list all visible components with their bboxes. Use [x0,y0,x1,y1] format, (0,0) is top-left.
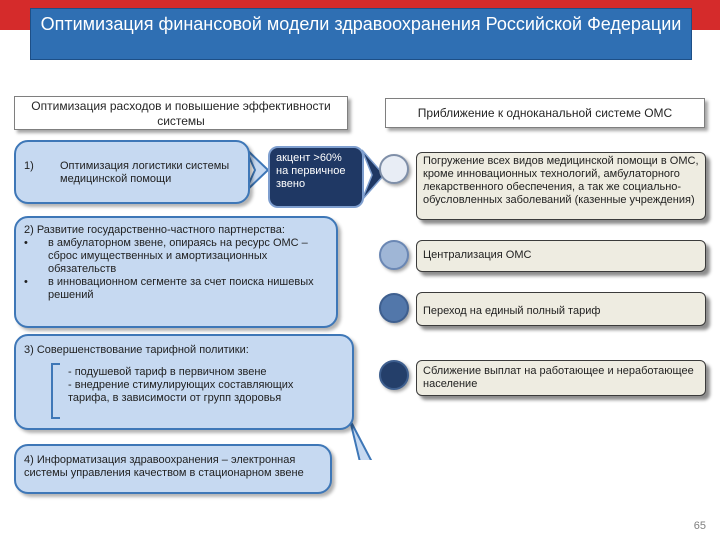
right-item-4: Сближение выплат на работающее и неработающее население [416,360,706,396]
bracket-icon [46,362,62,420]
bullet-icon: • [24,237,28,249]
item1-number: 1) [24,160,34,172]
bullet-icon: • [24,276,28,288]
right-column-header: Приближение к одноканальной системе ОМС [385,98,705,128]
item2-bullet-1-text: в амбулаторном звене, опираясь на ресурс ОМС – сброс имущественных и амортизационных обязательств [48,237,308,275]
arrow-item3 [350,420,372,460]
item3-heading: 3) Совершенствование тарифной политики: [24,344,249,356]
item2-bullet-2 [24,276,328,302]
slide-title: Оптимизация финансовой модели здравоохранения Российской Федерации [30,8,692,60]
right-item-3: Переход на единый полный тариф [416,292,706,326]
right-item-2: Централизация ОМС [416,240,706,272]
item2-bullet-2-text: в инновационном сегменте за счет поиска нишевых решений [48,276,314,301]
left-column-header: Оптимизация расходов и повышение эффективности системы [14,96,348,130]
circle-icon-1 [379,154,409,184]
item2-bullet-1 [24,237,328,276]
item3-lines [68,366,318,405]
item3-box [14,334,354,430]
item3-line-2: - внедрение стимулирующих составляющих тарифа, в зависимости от групп здоровья [68,379,294,404]
circle-icon-4 [379,360,409,390]
item2-heading: 2) Развитие государственно-частного партнерства: [24,224,285,236]
item1-box [14,140,250,204]
page-number: 65 [693,520,706,532]
item1-text: Оптимизация логистики системы медицинской помощи [60,160,230,185]
item3-line-1: - подушевой тариф в первичном звене [68,366,267,378]
circle-icon-2 [379,240,409,270]
right-item-1: Погружение всех видов медицинской помощи в ОМС, кроме инновационных технологий, амбулаторного лекарственного обеспечения, а так же социально-обусловленных заболеваний (казенные учреждения) [416,152,706,220]
accent-box: акцент >60% на первичное звено [268,146,364,208]
item2-box [14,216,338,328]
circle-icon-3 [379,293,409,323]
item4-box: 4) Информатизация здравоохранения – электронная системы управления качеством в стационарном звене [14,444,332,494]
